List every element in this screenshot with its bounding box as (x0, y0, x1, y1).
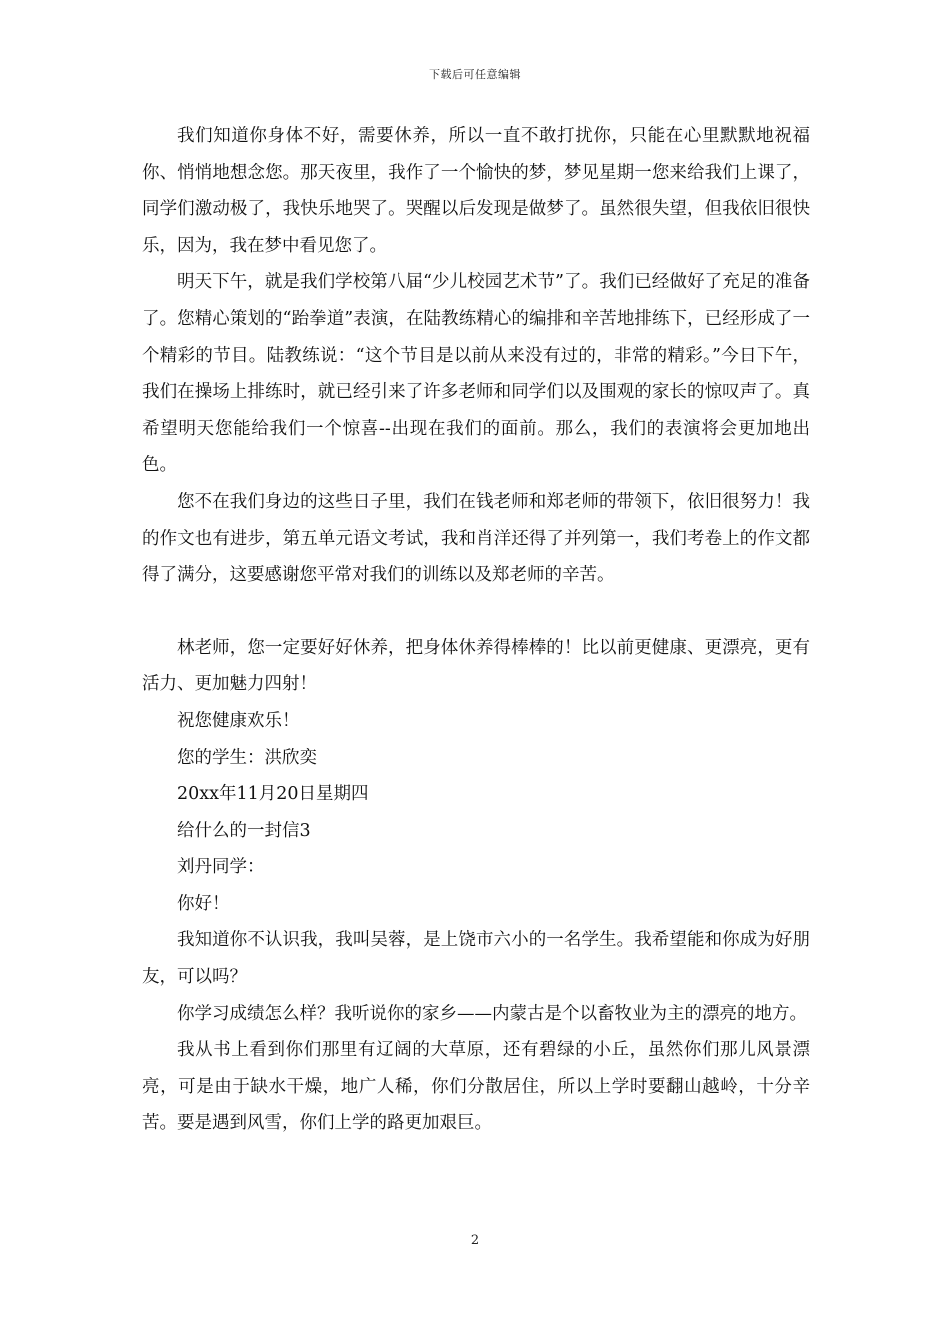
paragraph-rest-well: 林老师，您一定要好好休养，把身体休养得棒棒的！比以前更健康、更漂亮，更有活力、更加魅力四射！ (142, 637, 810, 695)
page-number: 2 (470, 1233, 480, 1248)
closing-blessing: 祝您健康欢乐！ (177, 710, 300, 731)
signature: 您的学生：洪欣奕 (177, 747, 317, 768)
page-header: 下载后可任意编辑 (429, 68, 521, 81)
salutation: 刘丹同学： (177, 857, 265, 878)
paragraph-art-festival: 明天下午，就是我们学校第八届“少儿校园艺术节”了。我们已经做好了充足的准备了。您精心策划的“跆拳道”表演，在陆教练精心的编排和辛苦地排练下，已经形成了一个精彩的节目。陆教练说：“这个节目是以前从来没有过的，非常的精彩。”今日下午，我们在操场上排练时，就已经引来了许多老师和同学们以及围观的家长的惊叹声了。真希望明天您能给我们一个惊喜--出现在我们的面前。那么，我们的表演将会更加地出色。 (142, 272, 810, 476)
document-body (142, 118, 810, 1142)
section-title: 给什么的一封信3 (177, 820, 311, 841)
paragraph-wishes: 我们知道你身体不好，需要休养，所以一直不敢打扰你，只能在心里默默地祝福你、悄悄地想念您。那天夜里，我作了一个愉快的梦，梦见星期一您来给我们上课了，同学们激动极了，我快乐地哭了。哭醒以后发现是做梦了。虽然很失望，但我依旧很快乐，因为，我在梦中看见您了。 (142, 126, 810, 256)
greeting: 你好！ (177, 893, 230, 914)
paragraph-gap (142, 594, 810, 630)
paragraph-hometown: 你学习成绩怎么样？我听说你的家乡——内蒙古是个以畜牧业为主的漂亮的地方。 (177, 1003, 807, 1024)
letter-date: 20xx年11月20日星期四 (177, 784, 369, 805)
paragraph-progress: 您不在我们身边的这些日子里，我们在钱老师和郑老师的带领下，依旧很努力！我的作文也有进步，第五单元语文考试，我和肖洋还得了并列第一，我们考卷上的作文都得了满分，这要感谢您平常对我们的训练以及郑老师的辛苦。 (142, 491, 810, 586)
paragraph-introduction: 我知道你不认识我，我叫吴蓉，是上饶市六小的一名学生。我希望能和你成为好朋友，可以吗？ (142, 930, 810, 988)
paragraph-grassland: 我从书上看到你们那里有辽阔的大草原，还有碧绿的小丘，虽然你们那儿风景漂亮，可是由于缺水干燥，地广人稀，你们分散居住，所以上学时要翻山越岭，十分辛苦。要是遇到风雪，你们上学的路更加艰巨。 (142, 1040, 810, 1134)
